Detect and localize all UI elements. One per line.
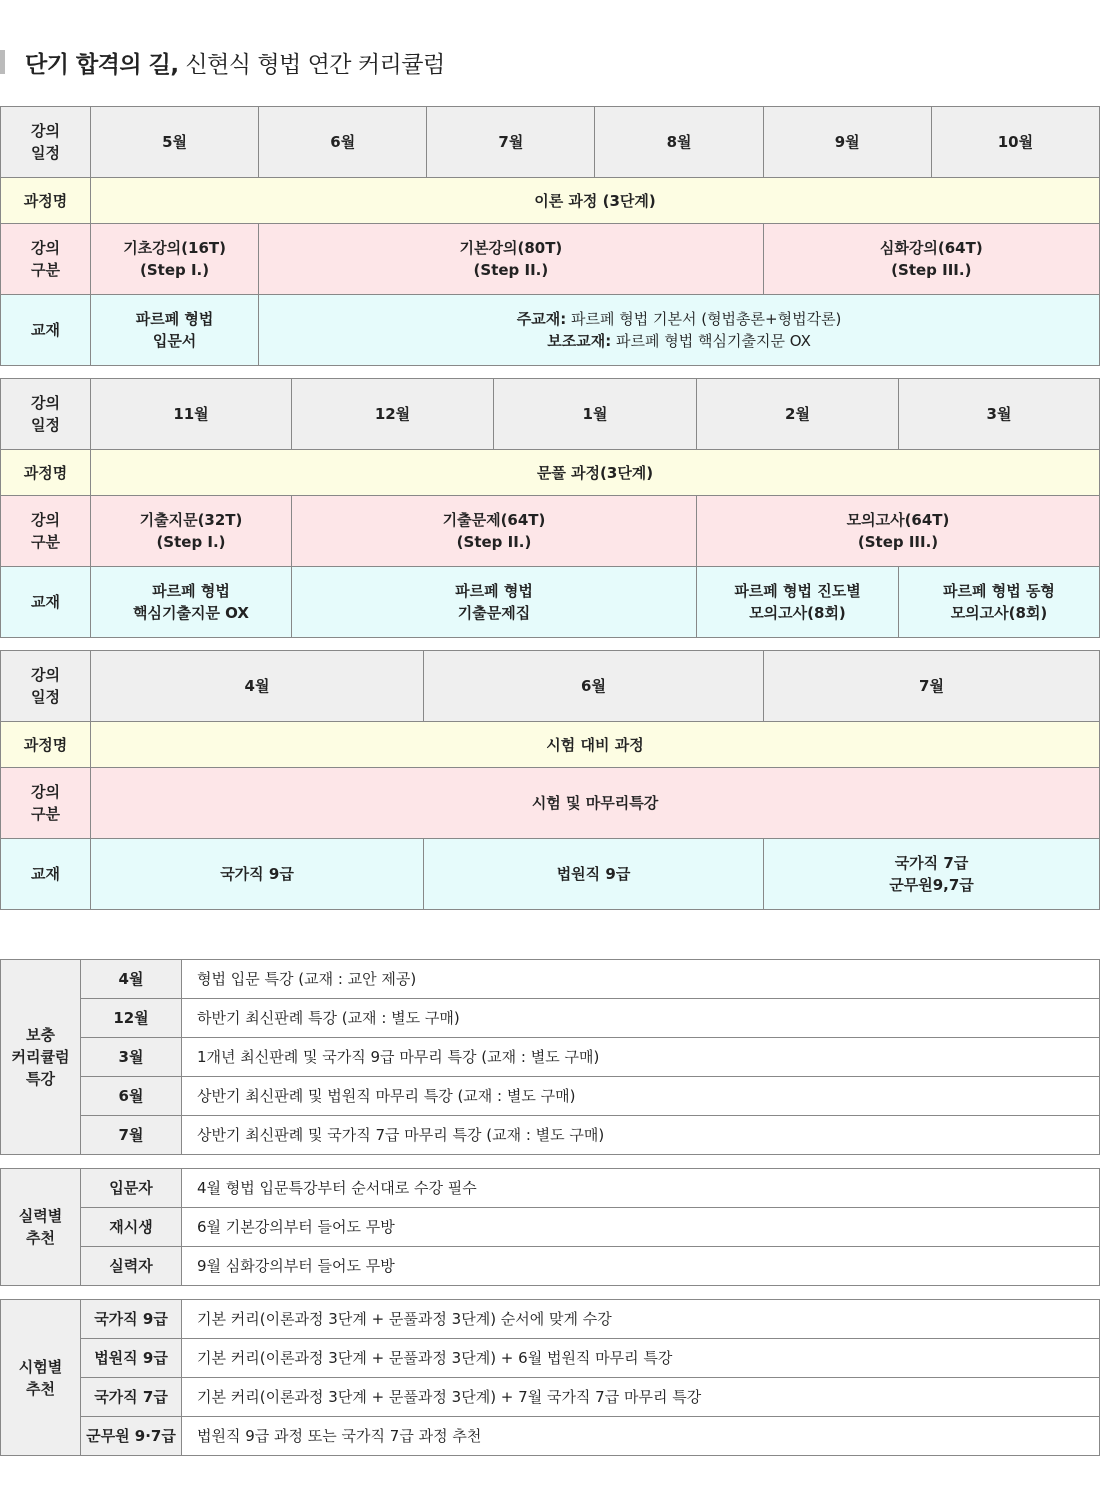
theory-month: 8월 xyxy=(595,107,763,178)
examrec-value: 기본 커리(이론과정 3단계 + 문풀과정 3단계) + 6월 법원직 마무리 특강 xyxy=(182,1339,1100,1378)
problem-course-row xyxy=(1,450,1100,496)
sub-book-text: 파르페 형법 핵심기출지문 OX xyxy=(611,332,811,350)
examrec-table xyxy=(0,1299,1100,1456)
exam-month: 4월 xyxy=(91,651,424,722)
course-label: 과정명 xyxy=(1,178,91,224)
book-label: 교재 xyxy=(1,295,91,366)
theory-main-book xyxy=(259,295,1100,366)
problem-book: 파르페 형법 동형 모의고사(8회) xyxy=(899,567,1100,638)
problem-month: 12월 xyxy=(292,379,494,450)
level-key: 실력자 xyxy=(81,1247,182,1286)
problem-lecture: 기출지문(32T) (Step I.) xyxy=(91,496,292,567)
exam-month: 6월 xyxy=(424,651,764,722)
theory-book-row xyxy=(1,295,1100,366)
examrec-row xyxy=(1,1339,1100,1378)
supplement-key: 4월 xyxy=(81,960,182,999)
exam-table xyxy=(0,650,1100,910)
problem-month: 1월 xyxy=(494,379,697,450)
book-label: 교재 xyxy=(1,839,91,910)
supplement-row xyxy=(1,1038,1100,1077)
theory-month: 10월 xyxy=(931,107,1099,178)
examrec-category: 시험별 추천 xyxy=(1,1300,81,1456)
theory-month: 6월 xyxy=(259,107,427,178)
page-title xyxy=(0,44,445,80)
supplement-key: 6월 xyxy=(81,1077,182,1116)
examrec-key: 군무원 9·7급 xyxy=(81,1417,182,1456)
main-book-line xyxy=(259,308,1099,330)
problem-book: 파르페 형법 핵심기출지문 OX xyxy=(91,567,292,638)
theory-lecture: 기초강의(16T) (Step I.) xyxy=(91,224,259,295)
supplement-row xyxy=(1,1116,1100,1155)
examrec-key: 국가직 9급 xyxy=(81,1300,182,1339)
supplement-value: 상반기 최신판례 및 법원직 마무리 특강 (교재 : 별도 구매) xyxy=(182,1077,1100,1116)
level-key: 재시생 xyxy=(81,1208,182,1247)
theory-type-row xyxy=(1,224,1100,295)
theory-month: 9월 xyxy=(763,107,931,178)
type-label: 강의 구분 xyxy=(1,224,91,295)
level-category: 실력별 추천 xyxy=(1,1169,81,1286)
title-heading xyxy=(25,46,445,79)
main-book-text: 파르페 형법 기본서 (형법총론+형법각론) xyxy=(566,310,842,328)
problem-month: 2월 xyxy=(697,379,899,450)
supplement-row xyxy=(1,1077,1100,1116)
type-label: 강의 구분 xyxy=(1,496,91,567)
supplement-value: 하반기 최신판례 특강 (교재 : 별도 구매) xyxy=(182,999,1100,1038)
exam-month: 7월 xyxy=(764,651,1100,722)
main-book-label: 주교재: xyxy=(516,310,567,328)
level-row xyxy=(1,1208,1100,1247)
theory-lecture: 기본강의(80T) (Step II.) xyxy=(259,224,763,295)
examrec-row xyxy=(1,1300,1100,1339)
level-row xyxy=(1,1169,1100,1208)
supplement-row xyxy=(1,960,1100,999)
exam-course-row xyxy=(1,722,1100,768)
problem-schedule-row xyxy=(1,379,1100,450)
course-label: 과정명 xyxy=(1,450,91,496)
exam-book: 법원직 9급 xyxy=(424,839,764,910)
supplement-key: 12월 xyxy=(81,999,182,1038)
problem-month: 3월 xyxy=(899,379,1100,450)
exam-book: 국가직 9급 xyxy=(91,839,424,910)
level-value: 6월 기본강의부터 들어도 무방 xyxy=(182,1208,1100,1247)
schedule-label: 강의 일정 xyxy=(1,651,91,722)
schedule-label: 강의 일정 xyxy=(1,107,91,178)
theory-course-row xyxy=(1,178,1100,224)
type-label: 강의 구분 xyxy=(1,768,91,839)
supplement-value: 형법 입문 특강 (교재 : 교안 제공) xyxy=(182,960,1100,999)
level-value: 9월 심화강의부터 들어도 무방 xyxy=(182,1247,1100,1286)
book-label: 교재 xyxy=(1,567,91,638)
problem-lecture: 모의고사(64T) (Step III.) xyxy=(697,496,1100,567)
problem-book-row xyxy=(1,567,1100,638)
title-accent-bar xyxy=(0,50,5,74)
theory-course-name: 이론 과정 (3단계) xyxy=(91,178,1100,224)
problem-table xyxy=(0,378,1100,638)
sub-book-label: 보조교재: xyxy=(547,332,612,350)
title-light: 신현식 형법 연간 커리큘럼 xyxy=(178,51,445,78)
level-table xyxy=(0,1168,1100,1286)
examrec-row xyxy=(1,1378,1100,1417)
examrec-key: 법원직 9급 xyxy=(81,1339,182,1378)
problem-book: 파르페 형법 진도별 모의고사(8회) xyxy=(697,567,899,638)
problem-lecture: 기출문제(64T) (Step II.) xyxy=(292,496,697,567)
theory-month: 5월 xyxy=(91,107,259,178)
theory-month: 7월 xyxy=(427,107,595,178)
examrec-value: 기본 커리(이론과정 3단계 + 문풀과정 3단계) + 7월 국가직 7급 마무리 특강 xyxy=(182,1378,1100,1417)
schedule-label: 강의 일정 xyxy=(1,379,91,450)
examrec-row xyxy=(1,1417,1100,1456)
problem-course-name: 문풀 과정(3단계) xyxy=(91,450,1100,496)
title-bold: 단기 합격의 길, xyxy=(25,51,179,78)
problem-type-row xyxy=(1,496,1100,567)
course-label: 과정명 xyxy=(1,722,91,768)
theory-table xyxy=(0,106,1100,366)
supplement-value: 1개년 최신판례 및 국가직 9급 마무리 특강 (교재 : 별도 구매) xyxy=(182,1038,1100,1077)
exam-course-name: 시험 대비 과정 xyxy=(91,722,1100,768)
exam-type-row xyxy=(1,768,1100,839)
exam-book-row xyxy=(1,839,1100,910)
level-row xyxy=(1,1247,1100,1286)
theory-schedule-row xyxy=(1,107,1100,178)
exam-lecture: 시험 및 마무리특강 xyxy=(91,768,1100,839)
supplement-value: 상반기 최신판례 및 국가직 7급 마무리 특강 (교재 : 별도 구매) xyxy=(182,1116,1100,1155)
examrec-key: 국가직 7급 xyxy=(81,1378,182,1417)
level-value: 4월 형법 입문특강부터 순서대로 수강 필수 xyxy=(182,1169,1100,1208)
examrec-value: 기본 커리(이론과정 3단계 + 문풀과정 3단계) 순서에 맞게 수강 xyxy=(182,1300,1100,1339)
supplement-key: 3월 xyxy=(81,1038,182,1077)
supplement-row xyxy=(1,999,1100,1038)
exam-schedule-row xyxy=(1,651,1100,722)
supplement-key: 7월 xyxy=(81,1116,182,1155)
examrec-value: 법원직 9급 과정 또는 국가직 7급 과정 추천 xyxy=(182,1417,1100,1456)
theory-book: 파르페 형법 입문서 xyxy=(91,295,259,366)
sub-book-line xyxy=(259,330,1099,352)
problem-month: 11월 xyxy=(91,379,292,450)
problem-book: 파르페 형법 기출문제집 xyxy=(292,567,697,638)
theory-lecture: 심화강의(64T) (Step III.) xyxy=(763,224,1099,295)
supplement-category: 보충 커리큘럼 특강 xyxy=(1,960,81,1155)
level-key: 입문자 xyxy=(81,1169,182,1208)
supplement-table xyxy=(0,959,1100,1155)
exam-book: 국가직 7급 군무원9,7급 xyxy=(764,839,1100,910)
